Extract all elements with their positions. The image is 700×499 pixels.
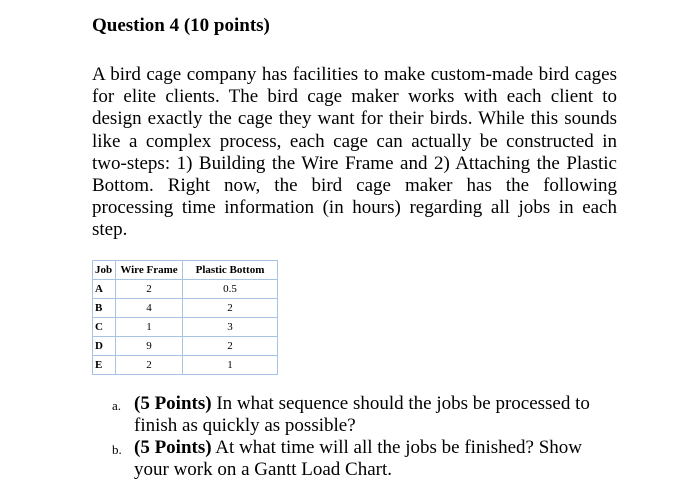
plastic-bottom-cell: 1	[183, 356, 278, 375]
wire-frame-cell: 4	[116, 299, 183, 318]
header-plastic-bottom: Plastic Bottom	[183, 261, 278, 280]
wire-frame-cell: 2	[116, 356, 183, 375]
header-job: Job	[93, 261, 116, 280]
table-row	[93, 337, 278, 356]
sub-question-text: At what time will all the jobs be finished? Show your work on a Gantt Load Chart.	[134, 437, 583, 480]
job-cell: B	[93, 299, 116, 318]
table-row	[93, 318, 278, 337]
wire-frame-cell: 2	[116, 280, 183, 299]
sub-question-list	[112, 393, 612, 481]
header-wire-frame: Wire Frame	[116, 261, 183, 280]
job-cell: C	[93, 318, 116, 337]
sub-question-a	[112, 393, 612, 437]
sub-question-marker: a.	[112, 398, 122, 413]
job-cell: A	[93, 280, 116, 299]
table-row	[93, 299, 278, 318]
job-cell: D	[93, 337, 116, 356]
job-cell: E	[93, 356, 116, 375]
plastic-bottom-cell: 2	[183, 337, 278, 356]
processing-time-table	[92, 260, 278, 375]
sub-question-points: (5 Points)	[134, 437, 212, 458]
sub-question-points: (5 Points)	[134, 393, 212, 414]
sub-question-text: In what sequence should the jobs be processed to finish as quickly as possible?	[134, 393, 590, 436]
table-header-row	[93, 261, 278, 280]
wire-frame-cell: 9	[116, 337, 183, 356]
sub-question-marker: b.	[112, 442, 122, 457]
wire-frame-cell: 1	[116, 318, 183, 337]
table-row	[93, 280, 278, 299]
question-intro: A bird cage company has facilities to make custom-made bird cages for elite clients. The bird cage maker works with each client to design exactly the cage they want for their birds. While this sounds like a complex process, each cage can actually be constructed in two-steps: 1) Building the Wire Frame and 2) Attaching the Plastic Bottom. Right now, the bird cage maker has the following processing time information (in hours) regarding all jobs in each step.	[92, 64, 617, 241]
table-row	[93, 356, 278, 375]
plastic-bottom-cell: 3	[183, 318, 278, 337]
sub-question-b	[112, 437, 612, 481]
question-title: Question 4 (10 points)	[92, 15, 270, 36]
plastic-bottom-cell: 0.5	[183, 280, 278, 299]
plastic-bottom-cell: 2	[183, 299, 278, 318]
